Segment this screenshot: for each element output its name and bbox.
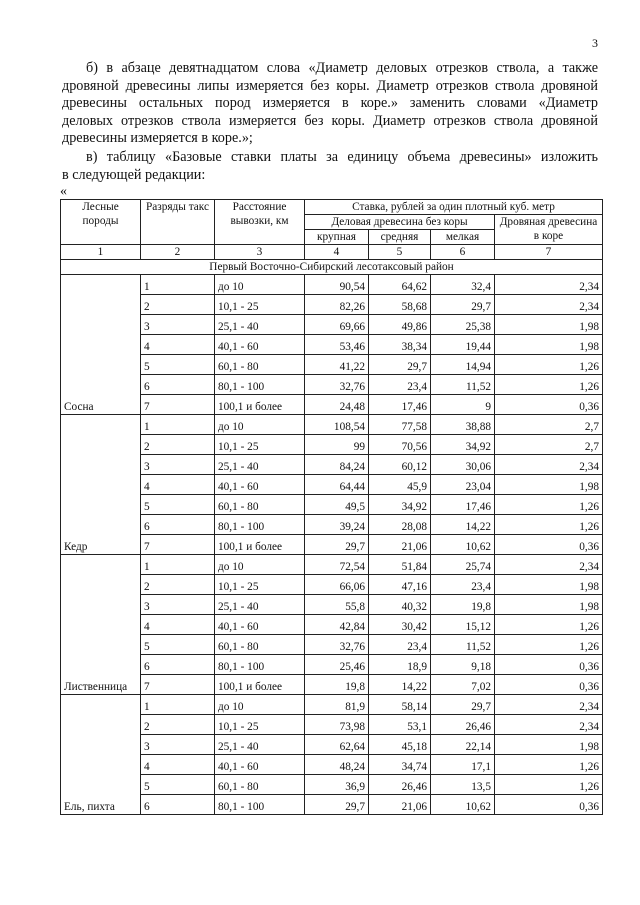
distance-cell: 25,1 - 40 bbox=[215, 595, 305, 615]
paragraph-v bbox=[62, 149, 598, 184]
region-title: Первый Восточно-Сибирский лесотаксовый район bbox=[61, 260, 603, 275]
species-cell: Сосна bbox=[61, 275, 141, 415]
distance-cell: 80,1 - 100 bbox=[215, 515, 305, 535]
firewood-rate-cell: 2,7 bbox=[495, 415, 603, 435]
large-rate-cell: 90,54 bbox=[305, 275, 369, 295]
firewood-rate-cell: 1,26 bbox=[495, 775, 603, 795]
header-rate: Ставка, рублей за один плотный куб. метр bbox=[305, 200, 603, 215]
distance-cell: 10,1 - 25 bbox=[215, 575, 305, 595]
header-small: мелкая bbox=[431, 230, 495, 245]
distance-cell: до 10 bbox=[215, 415, 305, 435]
distance-cell: 10,1 - 25 bbox=[215, 295, 305, 315]
table-row bbox=[61, 355, 603, 375]
rank-cell: 5 bbox=[141, 775, 215, 795]
header-species: Лесные породы bbox=[61, 200, 141, 245]
firewood-rate-cell: 1,98 bbox=[495, 475, 603, 495]
page-number: 3 bbox=[592, 36, 598, 50]
distance-cell: 10,1 - 25 bbox=[215, 715, 305, 735]
large-rate-cell: 55,8 bbox=[305, 595, 369, 615]
medium-rate-cell: 40,32 bbox=[369, 595, 431, 615]
column-number: 7 bbox=[495, 245, 603, 260]
small-rate-cell: 38,88 bbox=[431, 415, 495, 435]
firewood-rate-cell: 1,26 bbox=[495, 635, 603, 655]
rank-cell: 1 bbox=[141, 275, 215, 295]
table-row bbox=[61, 375, 603, 395]
header-ranks: Разряды такс bbox=[141, 200, 215, 245]
table-row bbox=[61, 775, 603, 795]
small-rate-cell: 9 bbox=[431, 395, 495, 415]
small-rate-cell: 25,38 bbox=[431, 315, 495, 335]
large-rate-cell: 82,26 bbox=[305, 295, 369, 315]
medium-rate-cell: 45,9 bbox=[369, 475, 431, 495]
table-row bbox=[61, 755, 603, 775]
firewood-rate-cell: 2,7 bbox=[495, 435, 603, 455]
firewood-rate-cell: 1,26 bbox=[495, 375, 603, 395]
medium-rate-cell: 58,68 bbox=[369, 295, 431, 315]
small-rate-cell: 11,52 bbox=[431, 375, 495, 395]
firewood-rate-cell: 2,34 bbox=[495, 695, 603, 715]
paragraph-v-line: в следующей редакции: bbox=[62, 166, 206, 183]
large-rate-cell: 36,9 bbox=[305, 775, 369, 795]
small-rate-cell: 10,62 bbox=[431, 535, 495, 555]
large-rate-cell: 72,54 bbox=[305, 555, 369, 575]
distance-cell: до 10 bbox=[215, 695, 305, 715]
large-rate-cell: 73,98 bbox=[305, 715, 369, 735]
large-rate-cell: 19,8 bbox=[305, 675, 369, 695]
distance-cell: до 10 bbox=[215, 555, 305, 575]
table-row bbox=[61, 495, 603, 515]
small-rate-cell: 30,06 bbox=[431, 455, 495, 475]
firewood-rate-cell: 2,34 bbox=[495, 715, 603, 735]
large-rate-cell: 69,66 bbox=[305, 315, 369, 335]
rates-table bbox=[60, 199, 603, 815]
large-rate-cell: 99 bbox=[305, 435, 369, 455]
medium-rate-cell: 29,7 bbox=[369, 355, 431, 375]
small-rate-cell: 17,46 bbox=[431, 495, 495, 515]
distance-cell: 40,1 - 60 bbox=[215, 755, 305, 775]
column-number: 5 bbox=[369, 245, 431, 260]
small-rate-cell: 11,52 bbox=[431, 635, 495, 655]
large-rate-cell: 25,46 bbox=[305, 655, 369, 675]
header-business-wood: Деловая древесина без коры bbox=[305, 215, 495, 230]
rank-cell: 1 bbox=[141, 695, 215, 715]
small-rate-cell: 9,18 bbox=[431, 655, 495, 675]
rank-cell: 6 bbox=[141, 515, 215, 535]
firewood-rate-cell: 1,98 bbox=[495, 315, 603, 335]
column-number: 6 bbox=[431, 245, 495, 260]
medium-rate-cell: 45,18 bbox=[369, 735, 431, 755]
rank-cell: 6 bbox=[141, 795, 215, 815]
medium-rate-cell: 64,62 bbox=[369, 275, 431, 295]
small-rate-cell: 10,62 bbox=[431, 795, 495, 815]
rank-cell: 3 bbox=[141, 595, 215, 615]
small-rate-cell: 23,04 bbox=[431, 475, 495, 495]
medium-rate-cell: 14,22 bbox=[369, 675, 431, 695]
small-rate-cell: 32,4 bbox=[431, 275, 495, 295]
medium-rate-cell: 23,4 bbox=[369, 635, 431, 655]
large-rate-cell: 66,06 bbox=[305, 575, 369, 595]
rank-cell: 2 bbox=[141, 715, 215, 735]
large-rate-cell: 53,46 bbox=[305, 335, 369, 355]
column-numbers-row bbox=[61, 245, 603, 260]
medium-rate-cell: 51,84 bbox=[369, 555, 431, 575]
firewood-rate-cell: 0,36 bbox=[495, 655, 603, 675]
distance-cell: 40,1 - 60 bbox=[215, 475, 305, 495]
small-rate-cell: 13,5 bbox=[431, 775, 495, 795]
table-row bbox=[61, 615, 603, 635]
rank-cell: 1 bbox=[141, 555, 215, 575]
rank-cell: 7 bbox=[141, 675, 215, 695]
rank-cell: 4 bbox=[141, 475, 215, 495]
medium-rate-cell: 18,9 bbox=[369, 655, 431, 675]
firewood-rate-cell: 0,36 bbox=[495, 675, 603, 695]
rank-cell: 2 bbox=[141, 295, 215, 315]
distance-cell: 80,1 - 100 bbox=[215, 375, 305, 395]
table-row bbox=[61, 555, 603, 575]
medium-rate-cell: 21,06 bbox=[369, 795, 431, 815]
rank-cell: 4 bbox=[141, 335, 215, 355]
large-rate-cell: 49,5 bbox=[305, 495, 369, 515]
header-medium: средняя bbox=[369, 230, 431, 245]
large-rate-cell: 24,48 bbox=[305, 395, 369, 415]
firewood-rate-cell: 1,98 bbox=[495, 735, 603, 755]
large-rate-cell: 84,24 bbox=[305, 455, 369, 475]
firewood-rate-cell: 1,98 bbox=[495, 335, 603, 355]
distance-cell: 80,1 - 100 bbox=[215, 655, 305, 675]
medium-rate-cell: 58,14 bbox=[369, 695, 431, 715]
firewood-rate-cell: 2,34 bbox=[495, 455, 603, 475]
table-row bbox=[61, 275, 603, 295]
table-row bbox=[61, 515, 603, 535]
table-row bbox=[61, 415, 603, 435]
small-rate-cell: 15,12 bbox=[431, 615, 495, 635]
large-rate-cell: 41,22 bbox=[305, 355, 369, 375]
table-row bbox=[61, 575, 603, 595]
small-rate-cell: 29,7 bbox=[431, 295, 495, 315]
firewood-rate-cell: 1,98 bbox=[495, 595, 603, 615]
header-firewood: Дровяная древесина в коре bbox=[495, 215, 603, 245]
medium-rate-cell: 23,4 bbox=[369, 375, 431, 395]
large-rate-cell: 39,24 bbox=[305, 515, 369, 535]
large-rate-cell: 81,9 bbox=[305, 695, 369, 715]
medium-rate-cell: 21,06 bbox=[369, 535, 431, 555]
rank-cell: 3 bbox=[141, 455, 215, 475]
rank-cell: 7 bbox=[141, 535, 215, 555]
large-rate-cell: 32,76 bbox=[305, 375, 369, 395]
table-row bbox=[61, 635, 603, 655]
rank-cell: 2 bbox=[141, 435, 215, 455]
rates-table-body bbox=[61, 275, 603, 815]
medium-rate-cell: 17,46 bbox=[369, 395, 431, 415]
rank-cell: 4 bbox=[141, 615, 215, 635]
small-rate-cell: 14,22 bbox=[431, 515, 495, 535]
rank-cell: 1 bbox=[141, 415, 215, 435]
species-cell: Лиственница bbox=[61, 555, 141, 695]
rank-cell: 2 bbox=[141, 575, 215, 595]
table-row bbox=[61, 475, 603, 495]
distance-cell: 25,1 - 40 bbox=[215, 735, 305, 755]
medium-rate-cell: 28,08 bbox=[369, 515, 431, 535]
column-number: 1 bbox=[61, 245, 141, 260]
firewood-rate-cell: 0,36 bbox=[495, 795, 603, 815]
small-rate-cell: 34,92 bbox=[431, 435, 495, 455]
table-row bbox=[61, 435, 603, 455]
paragraph-b-line: б) в абзаце девятнадцатом слова «Диаметр деловых отрезков ствола, а также bbox=[86, 60, 598, 76]
firewood-rate-cell: 2,34 bbox=[495, 295, 603, 315]
firewood-rate-cell: 0,36 bbox=[495, 395, 603, 415]
medium-rate-cell: 26,46 bbox=[369, 775, 431, 795]
rank-cell: 6 bbox=[141, 375, 215, 395]
medium-rate-cell: 34,92 bbox=[369, 495, 431, 515]
firewood-rate-cell: 0,36 bbox=[495, 535, 603, 555]
table-row bbox=[61, 675, 603, 695]
table-row bbox=[61, 695, 603, 715]
small-rate-cell: 7,02 bbox=[431, 675, 495, 695]
paragraph-b-line: дровяной древесины липы измеряется без коры. Диаметр отрезков ствола дровяной bbox=[62, 77, 598, 94]
medium-rate-cell: 49,86 bbox=[369, 315, 431, 335]
column-number: 3 bbox=[215, 245, 305, 260]
rank-cell: 3 bbox=[141, 315, 215, 335]
small-rate-cell: 19,44 bbox=[431, 335, 495, 355]
medium-rate-cell: 53,1 bbox=[369, 715, 431, 735]
small-rate-cell: 29,7 bbox=[431, 695, 495, 715]
firewood-rate-cell: 1,26 bbox=[495, 615, 603, 635]
distance-cell: 40,1 - 60 bbox=[215, 615, 305, 635]
firewood-rate-cell: 1,26 bbox=[495, 355, 603, 375]
rank-cell: 5 bbox=[141, 355, 215, 375]
distance-cell: 25,1 - 40 bbox=[215, 455, 305, 475]
paragraph-b bbox=[62, 60, 598, 148]
rank-cell: 3 bbox=[141, 735, 215, 755]
medium-rate-cell: 38,34 bbox=[369, 335, 431, 355]
table-row bbox=[61, 455, 603, 475]
medium-rate-cell: 34,74 bbox=[369, 755, 431, 775]
column-number: 4 bbox=[305, 245, 369, 260]
header-distance: Расстояние вывозки, км bbox=[215, 200, 305, 245]
distance-cell: 100,1 и более bbox=[215, 675, 305, 695]
rank-cell: 5 bbox=[141, 495, 215, 515]
table-row bbox=[61, 315, 603, 335]
paragraph-b-line: древесины измеряется в коре.»; bbox=[62, 130, 253, 147]
distance-cell: 100,1 и более bbox=[215, 395, 305, 415]
firewood-rate-cell: 1,26 bbox=[495, 495, 603, 515]
rank-cell: 7 bbox=[141, 395, 215, 415]
distance-cell: 100,1 и более bbox=[215, 535, 305, 555]
header-large: крупная bbox=[305, 230, 369, 245]
rank-cell: 4 bbox=[141, 755, 215, 775]
medium-rate-cell: 70,56 bbox=[369, 435, 431, 455]
distance-cell: 80,1 - 100 bbox=[215, 795, 305, 815]
small-rate-cell: 17,1 bbox=[431, 755, 495, 775]
distance-cell: 25,1 - 40 bbox=[215, 315, 305, 335]
small-rate-cell: 23,4 bbox=[431, 575, 495, 595]
large-rate-cell: 108,54 bbox=[305, 415, 369, 435]
table-row bbox=[61, 595, 603, 615]
distance-cell: 60,1 - 80 bbox=[215, 635, 305, 655]
table-row bbox=[61, 395, 603, 415]
medium-rate-cell: 47,16 bbox=[369, 575, 431, 595]
large-rate-cell: 32,76 bbox=[305, 635, 369, 655]
table-row bbox=[61, 535, 603, 555]
medium-rate-cell: 60,12 bbox=[369, 455, 431, 475]
distance-cell: 40,1 - 60 bbox=[215, 335, 305, 355]
species-cell: Кедр bbox=[61, 415, 141, 555]
paragraph-v-line: в) таблицу «Базовые ставки платы за единицу объема древесины» изложить bbox=[86, 149, 598, 165]
medium-rate-cell: 30,42 bbox=[369, 615, 431, 635]
small-rate-cell: 14,94 bbox=[431, 355, 495, 375]
distance-cell: 60,1 - 80 bbox=[215, 775, 305, 795]
table-row bbox=[61, 735, 603, 755]
firewood-rate-cell: 1,26 bbox=[495, 515, 603, 535]
small-rate-cell: 22,14 bbox=[431, 735, 495, 755]
firewood-rate-cell: 1,26 bbox=[495, 755, 603, 775]
large-rate-cell: 64,44 bbox=[305, 475, 369, 495]
table-row bbox=[61, 715, 603, 735]
firewood-rate-cell: 1,98 bbox=[495, 575, 603, 595]
large-rate-cell: 42,84 bbox=[305, 615, 369, 635]
paragraph-b-line: древесины остальных пород измеряется в коре.» заменить словами «Диаметр bbox=[62, 95, 598, 112]
firewood-rate-cell: 2,34 bbox=[495, 275, 603, 295]
small-rate-cell: 26,46 bbox=[431, 715, 495, 735]
distance-cell: 10,1 - 25 bbox=[215, 435, 305, 455]
large-rate-cell: 62,64 bbox=[305, 735, 369, 755]
table-row bbox=[61, 335, 603, 355]
open-quote: « bbox=[60, 184, 67, 199]
large-rate-cell: 29,7 bbox=[305, 535, 369, 555]
paragraph-b-line: деловых отрезков ствола измеряется без коры. Диаметр отрезков ствола дровяной bbox=[62, 112, 598, 129]
column-number: 2 bbox=[141, 245, 215, 260]
table-row bbox=[61, 295, 603, 315]
distance-cell: 60,1 - 80 bbox=[215, 355, 305, 375]
rank-cell: 6 bbox=[141, 655, 215, 675]
small-rate-cell: 25,74 bbox=[431, 555, 495, 575]
rank-cell: 5 bbox=[141, 635, 215, 655]
species-cell: Ель, пихта bbox=[61, 695, 141, 815]
medium-rate-cell: 77,58 bbox=[369, 415, 431, 435]
large-rate-cell: 48,24 bbox=[305, 755, 369, 775]
large-rate-cell: 29,7 bbox=[305, 795, 369, 815]
small-rate-cell: 19,8 bbox=[431, 595, 495, 615]
table-row bbox=[61, 795, 603, 815]
distance-cell: 60,1 - 80 bbox=[215, 495, 305, 515]
distance-cell: до 10 bbox=[215, 275, 305, 295]
table-row bbox=[61, 655, 603, 675]
firewood-rate-cell: 2,34 bbox=[495, 555, 603, 575]
